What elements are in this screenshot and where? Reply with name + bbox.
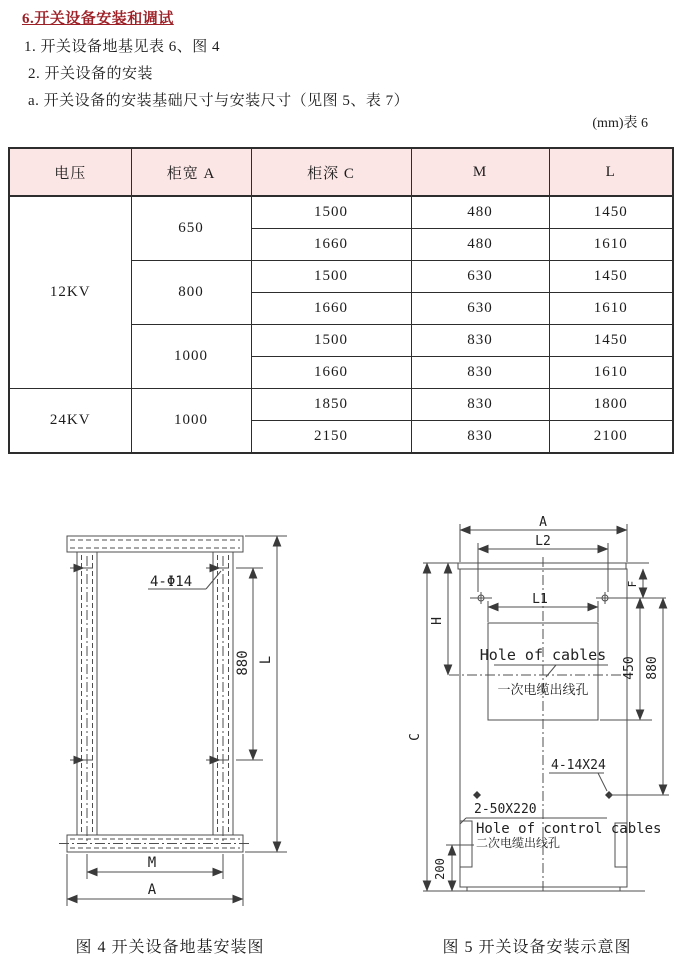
table-row bbox=[9, 389, 673, 421]
cell-depth: 1500 bbox=[251, 196, 411, 229]
fig5-dim-C: C bbox=[408, 733, 423, 741]
col-header-depth-c: 柜深 C bbox=[251, 148, 411, 196]
cell-l: 1450 bbox=[549, 261, 673, 293]
cell-m: 830 bbox=[411, 325, 549, 357]
fig4-dim-M: M bbox=[147, 855, 157, 871]
cell-width: 800 bbox=[131, 261, 251, 325]
control-hole-label-zh: 二次电缆出线孔 bbox=[476, 836, 561, 850]
slot-hole-marker bbox=[473, 791, 481, 799]
fig4-dimensions bbox=[67, 536, 287, 906]
cable-hole-label-en: Hole of cables bbox=[479, 646, 607, 664]
cell-depth: 1660 bbox=[251, 229, 411, 261]
anchor-hole-markers bbox=[70, 568, 229, 760]
fig4-dim-880: 880 bbox=[235, 650, 251, 676]
intro-line-3: a. 开关设备的安装基础尺寸与安装尺寸（见图 5、表 7） bbox=[28, 93, 410, 109]
cell-m: 830 bbox=[411, 357, 549, 389]
col-header-voltage: 电压 bbox=[9, 148, 131, 196]
fig5-dim-H: H bbox=[430, 617, 445, 625]
control-hole-label-en: Hole of control cables bbox=[476, 821, 662, 837]
cell-l: 1610 bbox=[549, 229, 673, 261]
table-header-row bbox=[9, 148, 673, 196]
fig5-dim-F: F bbox=[626, 580, 639, 588]
cell-l: 1450 bbox=[549, 325, 673, 357]
cell-voltage: 12KV bbox=[9, 196, 131, 389]
table-unit-caption: (mm)表 6 bbox=[592, 116, 648, 131]
section-heading: 6.开关设备安装和调试 bbox=[22, 11, 174, 27]
col-header-l: L bbox=[549, 148, 673, 196]
figure4-drawing bbox=[40, 520, 300, 910]
fig4-dim-L: L bbox=[258, 655, 274, 665]
dimension-table bbox=[8, 147, 674, 454]
cell-width: 1000 bbox=[131, 325, 251, 389]
fig5-dim-880: 880 bbox=[645, 656, 660, 680]
fig5-dim-450: 450 bbox=[622, 656, 637, 680]
cell-depth: 2150 bbox=[251, 421, 411, 454]
slot-size-label: 2-50X220 bbox=[474, 802, 537, 817]
cell-l: 1610 bbox=[549, 357, 673, 389]
bolt-label: 4-14X24 bbox=[551, 758, 606, 773]
col-header-m: M bbox=[411, 148, 549, 196]
cell-l: 1610 bbox=[549, 293, 673, 325]
cable-hole-label-zh: 一次电缆出线孔 bbox=[497, 682, 589, 697]
cell-l: 1450 bbox=[549, 196, 673, 229]
cell-m: 480 bbox=[411, 196, 549, 229]
cell-m: 480 bbox=[411, 229, 549, 261]
cell-l: 2100 bbox=[549, 421, 673, 454]
cell-m: 830 bbox=[411, 421, 549, 454]
figure5-caption: 图 5 开关设备安装示意图 bbox=[442, 939, 632, 956]
cell-m: 630 bbox=[411, 293, 549, 325]
left-slot bbox=[460, 821, 472, 867]
fig5-dim-L1: L1 bbox=[532, 592, 548, 607]
intro-line-1: 1. 开关设备地基见表 6、图 4 bbox=[24, 39, 221, 55]
figure5-drawing bbox=[400, 508, 675, 910]
cell-m: 830 bbox=[411, 389, 549, 421]
cell-depth: 1660 bbox=[251, 357, 411, 389]
figure4-caption: 图 4 开关设备地基安装图 bbox=[75, 939, 265, 956]
cell-voltage: 24KV bbox=[9, 389, 131, 454]
cell-depth: 1500 bbox=[251, 325, 411, 357]
fig5-dim-L2: L2 bbox=[535, 534, 551, 549]
fig4-label-holes: 4-Φ14 bbox=[150, 574, 193, 590]
col-header-width-a: 柜宽 A bbox=[131, 148, 251, 196]
fig5-dim-A: A bbox=[539, 515, 547, 530]
cell-depth: 1850 bbox=[251, 389, 411, 421]
cell-width: 650 bbox=[131, 196, 251, 261]
fig5-dim-200: 200 bbox=[433, 858, 447, 880]
table-row bbox=[9, 196, 673, 229]
intro-line-2: 2. 开关设备的安装 bbox=[28, 66, 154, 82]
cell-depth: 1660 bbox=[251, 293, 411, 325]
cell-m: 630 bbox=[411, 261, 549, 293]
fig4-dim-A: A bbox=[147, 882, 157, 898]
cell-l: 1800 bbox=[549, 389, 673, 421]
cell-width: 1000 bbox=[131, 389, 251, 454]
cell-depth: 1500 bbox=[251, 261, 411, 293]
